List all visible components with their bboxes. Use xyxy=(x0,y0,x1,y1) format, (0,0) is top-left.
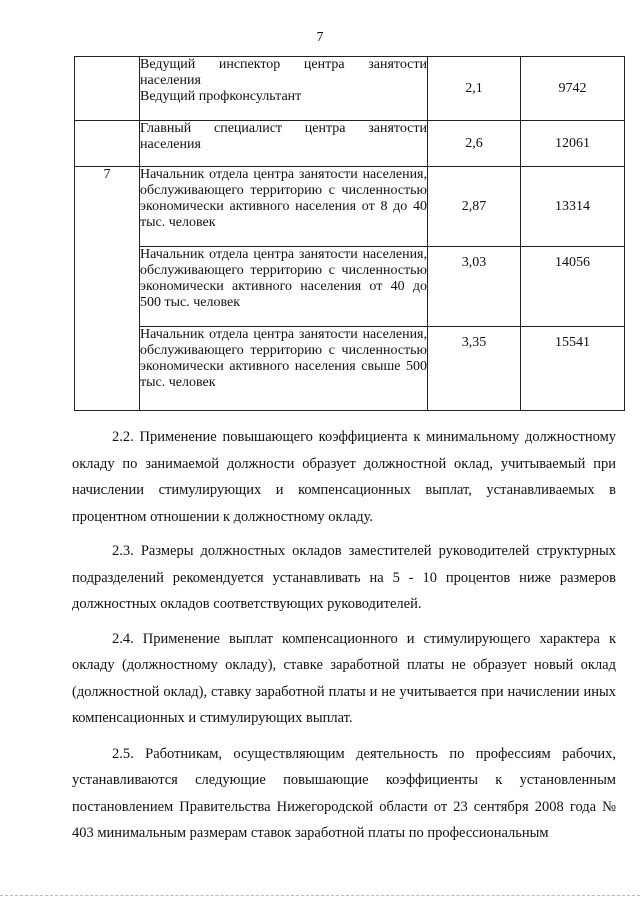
salary-value: 12061 xyxy=(555,135,590,151)
position-text: Ведущий инспектор центра занятости населения xyxy=(140,57,427,88)
salary-cell xyxy=(521,57,625,121)
position-cell xyxy=(140,167,428,247)
position-cell xyxy=(140,247,428,327)
position-cell xyxy=(140,121,428,167)
salary-cell xyxy=(521,327,625,411)
table-row xyxy=(75,121,625,167)
group-cell-empty xyxy=(75,57,140,121)
coefficient-value: 2,87 xyxy=(461,198,487,214)
salary-value: 13314 xyxy=(555,198,590,214)
salary-table xyxy=(74,56,625,411)
salary-value: 9742 xyxy=(558,80,587,96)
salary-value: 14056 xyxy=(555,255,590,270)
salary-cell xyxy=(521,247,625,327)
group-cell-empty xyxy=(75,121,140,167)
position-cell xyxy=(140,327,428,411)
position-text: Начальник отдела центра занятости населения, обслуживающего территорию с численностью экономически активного населения свыше 500 тыс. человек xyxy=(140,327,427,390)
coefficient-cell xyxy=(428,327,521,411)
coefficient-cell xyxy=(428,247,521,327)
position-cell xyxy=(140,57,428,121)
paragraph-2-5: 2.5. Работникам, осуществляющим деятельность по профессиям рабочих, устанавливаются следующие повышающие коэффициенты к установленным постановлением Правительства Нижегородской области от 23 сентября 2008 года № 403 минимальным размерам ставок заработной платы по профессиональным xyxy=(72,745,616,841)
salary-value: 15541 xyxy=(555,335,590,350)
position-text: Ведущий профконсультант xyxy=(140,89,302,104)
coefficient-value: 2,1 xyxy=(465,80,483,96)
group-number: 7 xyxy=(103,167,111,182)
paragraph-2-3: 2.3. Размеры должностных окладов заместителей руководителей структурных подразделений рекомендуется устанавливать на 5 - 10 процентов ниже размеров должностных окладов соответствующих руководителей. xyxy=(72,543,616,612)
page-number: 7 xyxy=(316,30,324,45)
position-text: Начальник отдела центра занятости населения, обслуживающего территорию с численностью экономически активного населения от 8 до 40 тыс. человек xyxy=(140,167,427,230)
footer-divider xyxy=(0,895,640,896)
coefficient-cell xyxy=(428,167,521,247)
paragraph-2-2: 2.2. Применение повышающего коэффициента к минимальному должностному окладу по занимаемой должности образует должностной оклад, учитываемый при начислении стимулирующих и компенсационных выплат, устанавливаемых в процентном отношении к должностному окладу. xyxy=(72,429,616,525)
position-text: Начальник отдела центра занятости населения, обслуживающего территорию с численностью экономически активного населения от 40 до 500 тыс. человек xyxy=(140,247,427,310)
coefficient-cell xyxy=(428,121,521,167)
group-number-cell xyxy=(75,167,140,411)
coefficient-value: 3,35 xyxy=(461,335,487,350)
paragraph-2-4: 2.4. Применение выплат компенсационного и стимулирующего характера к окладу (должностному окладу), ставке заработной платы не образует новый оклад (должностной оклад), ставку заработной платы и не учитывается при начислении иных компенсационных и стимулирующих выплат. xyxy=(72,630,616,726)
salary-cell xyxy=(521,121,625,167)
body-text xyxy=(72,424,616,855)
coefficient-value: 2,6 xyxy=(465,135,483,151)
salary-cell xyxy=(521,167,625,247)
table-row xyxy=(75,57,625,121)
coefficient-value: 3,03 xyxy=(461,255,487,270)
coefficient-cell xyxy=(428,57,521,121)
table-row xyxy=(75,167,625,247)
table-row xyxy=(75,327,625,411)
position-text: Главный специалист центра занятости населения xyxy=(140,121,427,152)
table-row xyxy=(75,247,625,327)
